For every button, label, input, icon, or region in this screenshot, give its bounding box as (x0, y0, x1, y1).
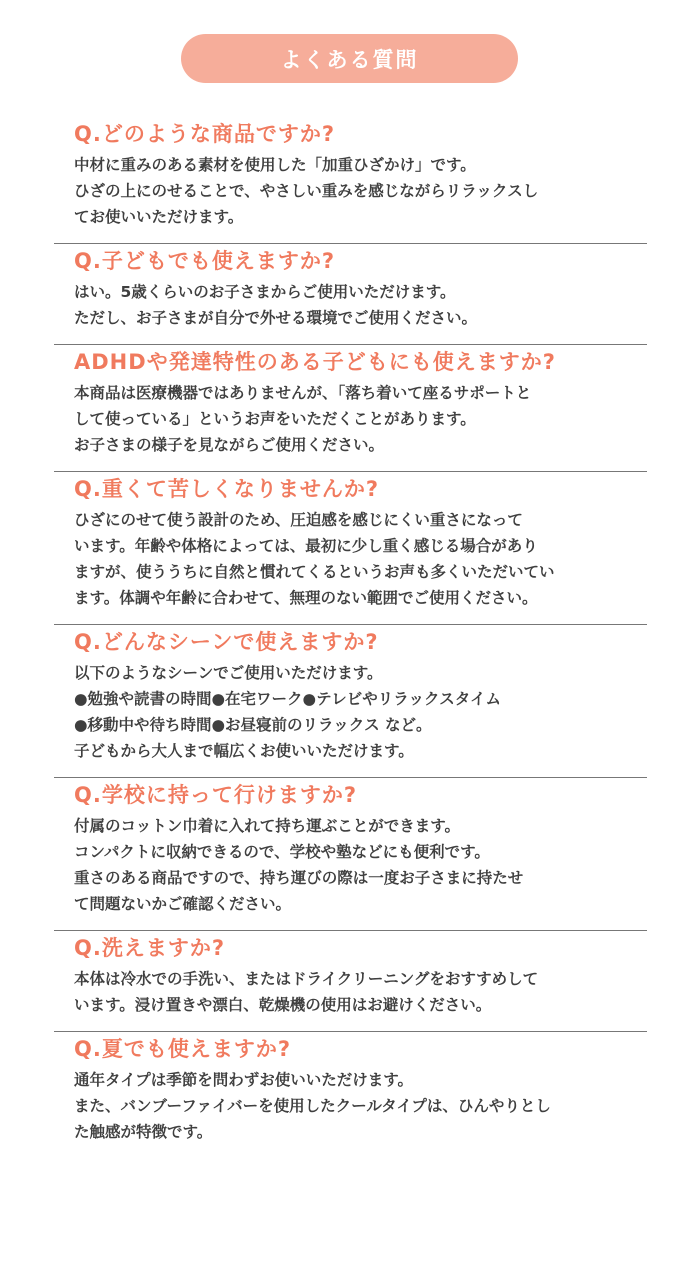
faq-answer (74, 1067, 647, 1145)
faq-item (54, 778, 647, 931)
faq-answer (74, 279, 647, 331)
faq-answer-line: ●勉強や読書の時間●在宅ワーク●テレビやリラックスタイム (74, 690, 501, 708)
faq-item (54, 1032, 647, 1158)
faq-question: Q.子どもでも使えますか? (74, 249, 336, 273)
faq-question: Q.学校に持って行けますか? (74, 783, 358, 807)
faq-answer-line: また、バンブーファイバーを使用したクールタイプは、ひんやりとし (74, 1097, 551, 1115)
faq-answer-line: 中材に重みのある素材を使用した「加重ひざかけ」です。 (74, 156, 476, 174)
faq-answer-line: はい。5歳くらいのお子さまからご使用いただけます。 (74, 283, 456, 301)
faq-answer-line: 付属のコットン巾着に入れて持ち運ぶことができます。 (74, 817, 460, 835)
faq-answer (74, 380, 647, 458)
faq-item (54, 117, 647, 244)
faq-answer-line: ●移動中や待ち時間●お昼寝前のリラックス など。 (74, 716, 432, 734)
faq-answer-line: ただし、お子さまが自分で外せる環境でご使用ください。 (74, 309, 478, 327)
faq-answer-line: 重さのある商品ですので、持ち運びの際は一度お子さまに持たせ (74, 869, 524, 887)
faq-answer-line: 通年タイプは季節を問わずお使いいただけます。 (74, 1071, 413, 1089)
faq-answer-line: 本商品は医療機器ではありませんが、「落ち着いて座るサポートと (74, 384, 532, 402)
faq-answer-line: 以下のようなシーンでご使用いただけます。 (74, 664, 383, 682)
faq-question: Q.洗えますか? (74, 936, 226, 960)
faq-item (54, 931, 647, 1032)
faq-answer-line: ますが、使ううちに自然と慣れてくるというお声も多くいただいてい (74, 563, 555, 581)
faq-answer (74, 507, 647, 611)
faq-list (54, 117, 647, 1158)
faq-answer-line: 本体は冷水での手洗い、またはドライクリーニングをおすすめして (74, 970, 539, 988)
faq-answer-line: ひざの上にのせることで、やさしい重みを感じながらリラックスし (74, 182, 539, 200)
faq-question: Q.夏でも使えますか? (74, 1037, 292, 1061)
faq-answer (74, 813, 647, 917)
faq-question: Q.どんなシーンで使えますか? (74, 630, 379, 654)
faq-answer-line: てお使いいただけます。 (74, 208, 244, 226)
faq-answer-line: た触感が特徴です。 (74, 1123, 213, 1141)
faq-question: Q.重くて苦しくなりませんか? (74, 477, 380, 501)
faq-answer (74, 660, 647, 764)
faq-item (54, 244, 647, 345)
faq-title: よくある質問 (280, 47, 419, 72)
faq-answer-line: ひざにのせて使う設計のため、圧迫感を感じにくい重さになって (74, 511, 523, 529)
faq-answer-line: お子さまの様子を見ながらご使用ください。 (74, 436, 385, 454)
faq-item (54, 625, 647, 778)
faq-question: Q.どのような商品ですか? (74, 122, 336, 146)
faq-answer (74, 152, 647, 230)
faq-question: ADHDや発達特性のある子どもにも使えますか? (74, 350, 556, 374)
faq-item (54, 472, 647, 625)
faq-title-pill (181, 34, 518, 83)
faq-answer-line: ます。体調や年齢に合わせて、無理のない範囲でご使用ください。 (74, 589, 538, 607)
faq-answer-line: して使っている」というお声をいただくことがあります。 (74, 410, 476, 428)
faq-answer-line: コンパクトに収納できるので、学校や塾などにも便利です。 (74, 843, 490, 861)
faq-answer-line: います。年齢や体格によっては、最初に少し重く感じる場合があり (74, 537, 538, 555)
faq-answer-line: います。浸け置きや漂白、乾燥機の使用はお避けください。 (74, 996, 492, 1014)
faq-answer-line: 子どもから大人まで幅広くお使いいただけます。 (74, 742, 414, 760)
faq-answer (74, 966, 647, 1018)
faq-item (54, 345, 647, 472)
faq-answer-line: て問題ないかご確認ください。 (74, 895, 292, 913)
